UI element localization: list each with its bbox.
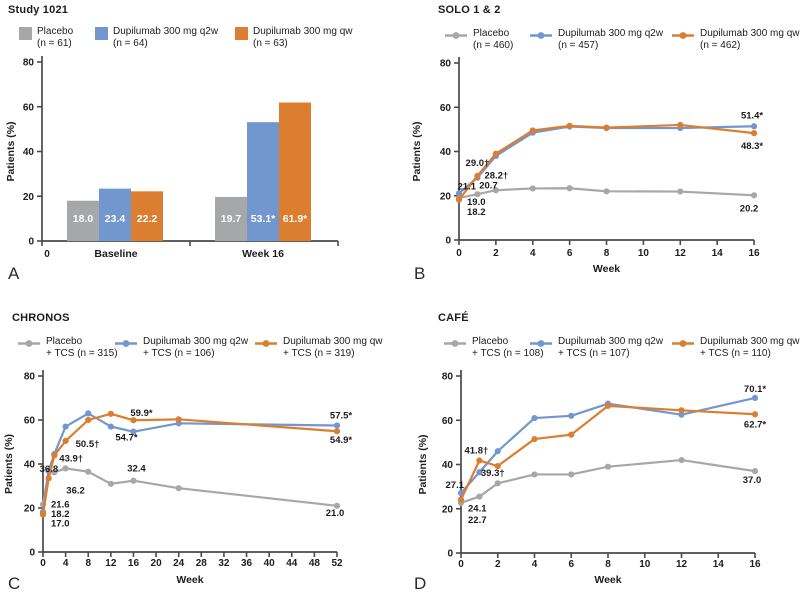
panel-a-chart	[0, 0, 400, 300]
y-tick-label: 80	[439, 58, 451, 70]
panel-d-title: CAFÉ	[438, 312, 469, 324]
series-line-blue	[459, 126, 754, 193]
legend-label: Dupilumab 300 mg q2w + TCS (n = 107)	[558, 336, 664, 359]
x-axis-title: Week	[594, 574, 622, 586]
x-tick-label: 10	[637, 248, 649, 259]
series-marker-gray	[531, 471, 537, 477]
x-tick-label: 40	[263, 558, 275, 569]
x-tick-label: 4	[531, 559, 538, 570]
y-axis-title: Patients (%)	[5, 121, 17, 182]
legend-label: Dupilumab 300 mg q2w + TCS (n = 106)	[143, 336, 249, 359]
series-marker-blue	[63, 424, 69, 430]
series-marker-orange	[567, 123, 573, 129]
series-marker-orange	[476, 457, 482, 463]
data-annotation: 32.4	[127, 463, 146, 475]
series-marker-orange	[176, 416, 182, 422]
series-marker-blue	[85, 410, 91, 416]
series-marker-gray	[495, 480, 501, 486]
series-marker-orange	[605, 403, 611, 409]
bar-value-label: 19.7	[220, 213, 242, 225]
data-annotation: 50.5†	[75, 438, 100, 450]
panel-b	[400, 0, 800, 300]
data-annotation: 39.3†	[480, 468, 505, 480]
bar-value-label: 22.2	[136, 213, 158, 225]
series-marker-orange	[678, 407, 684, 413]
data-annotation: 18.2	[51, 508, 70, 520]
data-annotation: 70.1*	[743, 383, 767, 395]
panel-a	[0, 0, 400, 300]
y-axis-title: Patients (%)	[411, 121, 423, 182]
x-tick-label: 14	[711, 248, 723, 259]
series-marker-orange	[51, 452, 57, 458]
y-tick-label: 20	[22, 191, 34, 203]
y-tick-label: 40	[22, 147, 34, 158]
x-tick-label: 2	[494, 559, 501, 570]
data-annotation: 18.2	[467, 207, 486, 219]
x-tick-label: 16	[749, 559, 761, 570]
series-marker-blue	[751, 123, 757, 129]
x-tick-label: 0	[458, 559, 464, 570]
x-tick-label: 2	[493, 248, 499, 259]
data-annotation: 20.7	[479, 180, 498, 192]
panel-c	[0, 300, 400, 599]
x-tick-label: 24	[173, 558, 185, 569]
x-tick-label: 28	[195, 558, 207, 569]
series-marker-orange	[677, 122, 683, 128]
x-tick-label: 16	[127, 558, 140, 569]
y-tick-label: 60	[439, 102, 451, 114]
bar-value-label: 61.9*	[282, 213, 308, 225]
series-marker-gray	[108, 481, 114, 487]
data-annotation: 24.1	[468, 503, 487, 515]
x-tick-label: 0	[456, 248, 462, 259]
bar-value-label: 23.4	[104, 213, 126, 225]
series-marker-orange	[85, 417, 91, 423]
bar-value-label: 18.0	[72, 213, 94, 225]
y-tick-label: 40	[441, 460, 453, 471]
series-marker-orange	[40, 512, 46, 518]
legend-label: Dupilumab 300 mg qw + TCS (n = 319)	[283, 336, 383, 359]
y-axis-title: Patients (%)	[417, 434, 429, 495]
data-annotation: 51.4*	[740, 110, 764, 122]
x-tick-label: 8	[603, 248, 610, 259]
y-tick-label: 0	[29, 547, 35, 559]
bar-value-label: 53.1*	[250, 213, 276, 225]
x-tick-label: 0	[40, 558, 46, 569]
legend-label: Placebo (n = 61)	[37, 26, 74, 49]
data-annotation: 21.6	[51, 499, 70, 511]
series-marker-orange	[456, 197, 462, 203]
panel-d	[400, 300, 800, 599]
x-tick-label: 6	[566, 248, 573, 259]
legend-label: Placebo + TCS (n = 315)	[46, 336, 118, 359]
x-tick-label: 20	[150, 558, 162, 569]
y-tick-label: 60	[23, 415, 35, 427]
series-marker-orange	[603, 125, 609, 131]
x-category-label: Baseline	[94, 248, 138, 260]
data-annotation: 22.7	[468, 514, 487, 526]
panel-d-chart	[400, 300, 800, 599]
series-marker-gray	[678, 457, 684, 463]
x-category-label: Week 16	[242, 248, 284, 260]
series-marker-blue	[568, 413, 574, 419]
x-axis-title: Week	[592, 263, 621, 275]
series-marker-orange	[334, 428, 340, 434]
series-marker-gray	[85, 469, 91, 475]
y-tick-label: 0	[447, 548, 453, 560]
series-marker-gray	[605, 464, 611, 470]
y-axis-title: Patients (%)	[3, 433, 15, 495]
x-tick-label: 6	[568, 559, 575, 570]
data-annotation: 28.2†	[484, 170, 509, 182]
panel-b-letter: B	[414, 264, 426, 283]
y-tick-label: 60	[22, 102, 34, 114]
series-marker-gray	[476, 493, 482, 499]
series-marker-gray	[677, 188, 683, 194]
x-tick-label: 48	[308, 558, 320, 569]
series-marker-gray	[130, 478, 136, 484]
y-tick-label: 80	[23, 371, 35, 383]
series-marker-blue	[531, 415, 537, 421]
series-marker-orange	[458, 497, 464, 503]
legend-label: Dupilumab 300 mg qw + TCS (n = 110)	[700, 336, 800, 359]
x-tick-label: 14	[712, 559, 724, 570]
y-tick-label: 40	[23, 459, 35, 471]
series-marker-orange	[63, 438, 69, 444]
x-tick-label: 4	[529, 248, 536, 259]
x-tick-label: 16	[748, 248, 760, 259]
legend-label: Dupilumab 300 mg q2w (n = 457)	[558, 28, 664, 51]
data-annotation: 48.3*	[740, 141, 764, 153]
panel-c-letter: C	[8, 574, 21, 593]
y-tick-label: 0	[28, 236, 34, 248]
data-annotation: 36.2	[66, 485, 85, 497]
series-marker-gray	[176, 485, 182, 491]
series-marker-orange	[108, 411, 114, 417]
panel-d-letter: D	[414, 574, 427, 593]
data-annotation: 54.7*	[115, 432, 138, 444]
x-tick-label: 8	[85, 558, 92, 569]
data-annotation: 27.1	[445, 480, 464, 492]
y-tick-label: 80	[22, 57, 34, 69]
series-line-orange	[461, 406, 755, 500]
series-marker-blue	[752, 395, 758, 401]
x-tick-label: 10	[639, 559, 651, 570]
data-annotation: 57.5*	[329, 410, 353, 422]
x-tick-label: 8	[605, 559, 611, 570]
series-marker-blue	[334, 422, 340, 428]
y-tick-label: 20	[23, 503, 35, 515]
data-annotation: 29.0†	[465, 157, 490, 169]
x-tick-label: 12	[674, 248, 686, 259]
data-annotation: 62.7*	[743, 419, 767, 431]
legend-label: Dupilumab 300 mg q2w (n = 64)	[113, 26, 219, 49]
x-tick-label: 44	[286, 558, 298, 569]
x-axis-title: Week	[176, 574, 204, 586]
series-line-orange	[43, 414, 337, 515]
series-marker-orange	[46, 475, 52, 481]
data-annotation: 36.8	[39, 464, 59, 476]
series-marker-orange	[531, 436, 537, 442]
data-annotation: 17.0	[51, 518, 70, 530]
series-marker-orange	[751, 130, 757, 136]
panel-a-title: Study 1021	[8, 4, 69, 16]
series-marker-gray	[603, 188, 609, 194]
series-marker-orange	[493, 151, 499, 157]
panel-b-chart	[400, 0, 800, 300]
legend-label: Dupilumab 300 mg qw (n = 63)	[253, 26, 353, 49]
series-marker-orange	[474, 173, 480, 179]
x-tick-label: 12	[105, 558, 117, 569]
series-marker-blue	[108, 424, 114, 430]
series-marker-orange	[568, 432, 574, 438]
panel-b-title: SOLO 1 & 2	[438, 4, 501, 16]
x-tick-label: 12	[675, 559, 688, 570]
y-tick-label: 40	[439, 147, 451, 158]
panel-c-chart	[0, 300, 400, 599]
data-annotation: 59.9*	[130, 408, 153, 420]
data-annotation: 43.9†	[59, 453, 84, 465]
x-tick-label: 52	[331, 558, 343, 569]
y-tick-label: 80	[441, 371, 453, 383]
series-marker-blue	[495, 448, 501, 454]
y-tick-label: 20	[439, 191, 451, 203]
x-origin-label: 0	[44, 249, 50, 260]
series-marker-gray	[530, 185, 536, 191]
legend-label: Placebo (n = 460)	[473, 28, 514, 51]
series-marker-gray	[568, 471, 574, 477]
x-tick-label: 36	[240, 558, 253, 569]
series-marker-orange	[752, 411, 758, 417]
data-annotation: 21.0	[325, 507, 345, 519]
x-tick-label: 4	[62, 558, 69, 569]
panel-c-title: CHRONOS	[12, 312, 70, 324]
series-marker-orange	[530, 127, 536, 133]
data-annotation: 20.2	[739, 203, 759, 215]
series-marker-gray	[63, 465, 69, 471]
y-tick-label: 60	[441, 415, 453, 427]
data-annotation: 19.0	[467, 196, 486, 208]
data-annotation: 54.9*	[329, 435, 353, 447]
data-annotation: 21.1	[457, 181, 476, 193]
series-marker-gray	[567, 185, 573, 191]
y-tick-label: 0	[445, 235, 451, 247]
x-tick-label: 32	[218, 558, 230, 569]
data-annotation: 41.8†	[464, 445, 489, 457]
series-marker-gray	[751, 192, 757, 198]
series-marker-gray	[752, 468, 758, 474]
legend-label: Dupilumab 300 mg qw (n = 462)	[700, 28, 800, 51]
legend-label: Placebo + TCS (n = 108)	[472, 336, 544, 359]
panel-a-letter: A	[8, 264, 20, 283]
y-tick-label: 20	[441, 504, 453, 516]
data-annotation: 37.0	[742, 475, 762, 487]
